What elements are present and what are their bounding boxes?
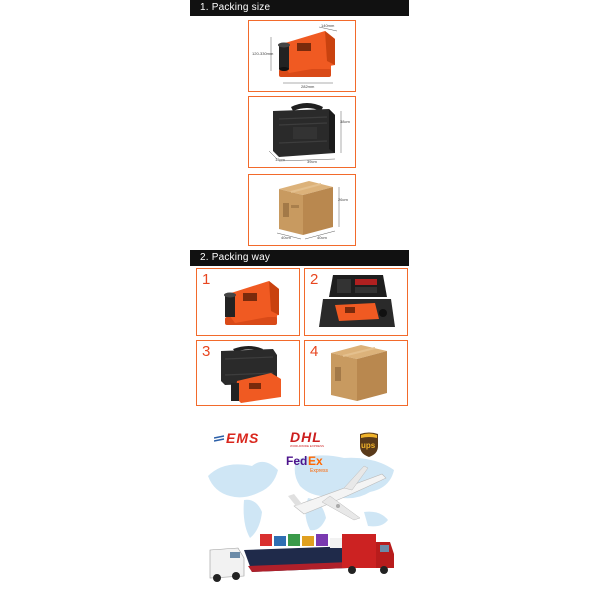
fedex-express-text: Express: [310, 468, 329, 474]
box-height-label: 26cm: [338, 197, 348, 202]
packing-size-box-frame: [248, 174, 356, 246]
open-case-with-jack-image: [305, 269, 407, 335]
dhl-tagline: WORLDWIDE EXPRESS: [290, 444, 325, 448]
section-header-packing-way: [190, 250, 409, 266]
packing-step-3-frame: [196, 340, 300, 406]
step-number: 2: [310, 271, 319, 288]
cardboard-box-image: [305, 341, 407, 405]
shipping-carriers-banner: [204, 426, 400, 584]
ups-logo: [358, 432, 380, 458]
dhl-logo: [286, 430, 342, 450]
fedex-logo: [286, 454, 336, 476]
packing-size-case-frame: [248, 96, 356, 168]
cardboard-box-image: [249, 175, 355, 245]
packing-step-4-frame: [304, 340, 408, 406]
ups-logo-text: ups: [361, 441, 376, 450]
electric-jack-image: [249, 21, 355, 91]
case-length-label: 39cm: [307, 159, 317, 164]
carry-case-image: [249, 97, 355, 167]
packing-step-2-frame: [304, 268, 408, 336]
packing-size-jack-frame: [248, 20, 356, 92]
step-number: 4: [310, 343, 319, 360]
jack-height-label: 120-330mm: [252, 51, 274, 56]
jack-length-label: 282mm: [301, 84, 315, 89]
case-depth-label: 15cm: [275, 157, 285, 162]
section-title: 2. Packing way: [200, 252, 271, 263]
electric-jack-image: [197, 269, 299, 335]
jack-width-label: 140mm: [321, 23, 335, 28]
step-number: 3: [202, 343, 211, 360]
fedex-ex-text: Ex: [308, 454, 323, 468]
section-header-packing-size: [190, 0, 409, 16]
fedex-fed-text: Fed: [286, 454, 308, 468]
packing-step-1-frame: [196, 268, 300, 336]
box-depth-label: 40cm: [281, 235, 291, 240]
closed-case-and-jack-image: [197, 341, 299, 405]
step-number: 1: [202, 271, 211, 288]
ems-logo-text: EMS: [226, 430, 260, 446]
section-title: 1. Packing size: [200, 2, 271, 13]
box-length-label: 40cm: [317, 235, 327, 240]
ems-logo: [214, 430, 266, 446]
case-height-label: 38cm: [340, 119, 350, 124]
dhl-logo-text: DHL: [290, 429, 322, 445]
